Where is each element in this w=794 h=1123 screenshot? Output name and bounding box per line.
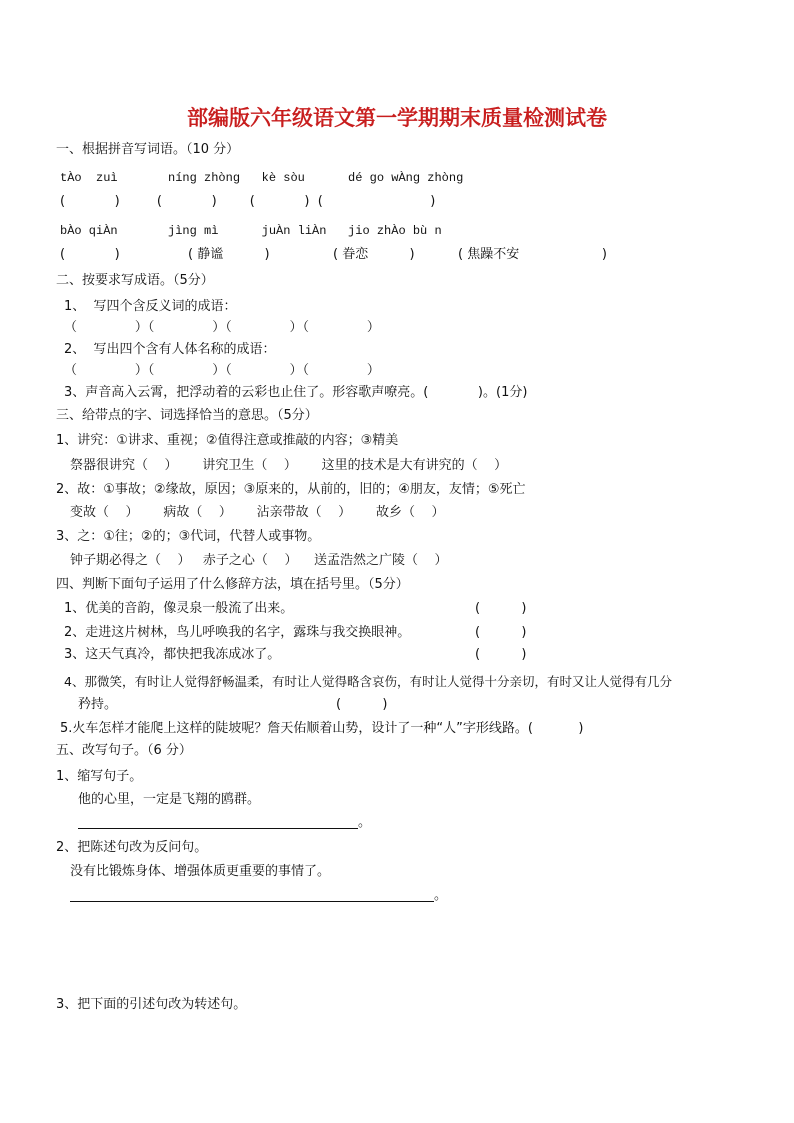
s2-question-2: 2、 写出四个含有人体名称的成语：	[64, 342, 276, 357]
section4-heading: 四、判断下面句子运用了什么修辞方法，填在括号里。（5分）	[56, 577, 409, 592]
s5-question-3: 3、把下面的引述句改为转述句。	[56, 997, 247, 1012]
s2-question-1: 1、 写四个含反义词的成语：	[64, 299, 237, 314]
section5-heading: 五、改写句子。（6 分）	[56, 743, 192, 758]
s2-q1-blanks: （ ）（ ）（ ）（ ）	[64, 320, 380, 335]
s3-question-2: 2、故：①事故；②缘故，原因；③原来的，从前的，旧的；④朋友，友情；⑤死亡	[56, 482, 526, 497]
s5-q1-sentence: 他的心里，一定是飞翔的鸥群。	[78, 792, 261, 807]
s5-q1-period: 。	[358, 815, 372, 830]
pinyin-row-2: bÀo qiÀn jìng mì juÀn liÀn jio zhÀo bù n	[60, 224, 442, 238]
s3-question-3: 3、之：①往；②的；③代词，代替人或事物。	[56, 529, 321, 544]
s2-question-3: 3、声音高入云霄，把浮动着的云彩也止住了。形容歌声嘹亮。( )。(1分)	[64, 385, 528, 400]
s2-q2-blanks: （ ）（ ）（ ）（ ）	[64, 363, 380, 378]
s5-q2-answer-line[interactable]	[70, 901, 434, 902]
answer-blank-2c: ( 眷恋 )	[333, 247, 415, 262]
s5-q2-period: 。	[434, 888, 448, 903]
pinyin-row-1: tÀo zuì níng zhòng kè sòu dé go wÀng zhòng	[60, 171, 464, 185]
s4-question-4-line1: 4、那微笑，有时让人觉得舒畅温柔，有时让人觉得略含哀伤，有时让人觉得十分亲切，有时又让人觉得有几分	[64, 674, 672, 689]
s3-q2-items: 变故（ ） 病故（ ） 沾亲带故（ ） 故乡（ ）	[70, 505, 445, 520]
s5-question-2: 2、把陈述句改为反问句。	[56, 840, 208, 855]
s3-q3-items: 钟子期必得之（ ） 赤子之心（ ） 送孟浩然之广陵（ ）	[70, 553, 448, 568]
s4-q2-bracket: ( )	[475, 625, 527, 640]
exam-title: 部编版六年级语文第一学期期末质量检测试卷	[187, 105, 607, 130]
s5-question-1: 1、缩写句子。	[56, 769, 143, 784]
s4-question-5: 5.火车怎样才能爬上这样的陡坡呢？詹天佑顺着山势，设计了一种“人”字形线路。( )	[60, 721, 584, 736]
section2-heading: 二、按要求写成语。（5分）	[56, 273, 214, 288]
s4-q3-bracket: ( )	[475, 647, 527, 662]
s5-q1-answer-line[interactable]	[78, 828, 358, 829]
s4-question-2: 2、走进这片树林，鸟儿呼唤我的名字，露珠与我交换眼神。	[64, 625, 411, 640]
s4-q4-bracket: ( )	[336, 697, 388, 712]
answer-blanks-row-1: ( ) ( ) ( ) ( )	[60, 194, 436, 209]
answer-blank-2d: ( 焦躁不安 )	[458, 247, 607, 262]
s4-question-3: 3、这天气真冷，都快把我冻成冰了。	[64, 647, 281, 662]
answer-blank-2b: ( 静谧 )	[188, 247, 270, 262]
s4-question-1: 1、优美的音韵，像灵泉一般流了出来。	[64, 601, 294, 616]
s4-question-4-line2: 矜持。	[78, 697, 118, 712]
s3-question-1: 1、讲究：①讲求、重视；②值得注意或推敲的内容；③精美	[56, 433, 399, 448]
answer-blank-2a: ( )	[60, 247, 120, 262]
s5-q2-sentence: 没有比锻炼身体、增强体质更重要的事情了。	[70, 864, 331, 879]
s3-q1-items: 祭器很讲究（ ） 讲究卫生（ ） 这里的技术是大有讲究的（ ）	[70, 458, 508, 473]
section1-heading: 一、根据拼音写词语。（10 分）	[56, 142, 240, 157]
section3-heading: 三、给带点的字、词选择恰当的意思。（5分）	[56, 408, 318, 423]
s4-q1-bracket: ( )	[475, 601, 527, 616]
